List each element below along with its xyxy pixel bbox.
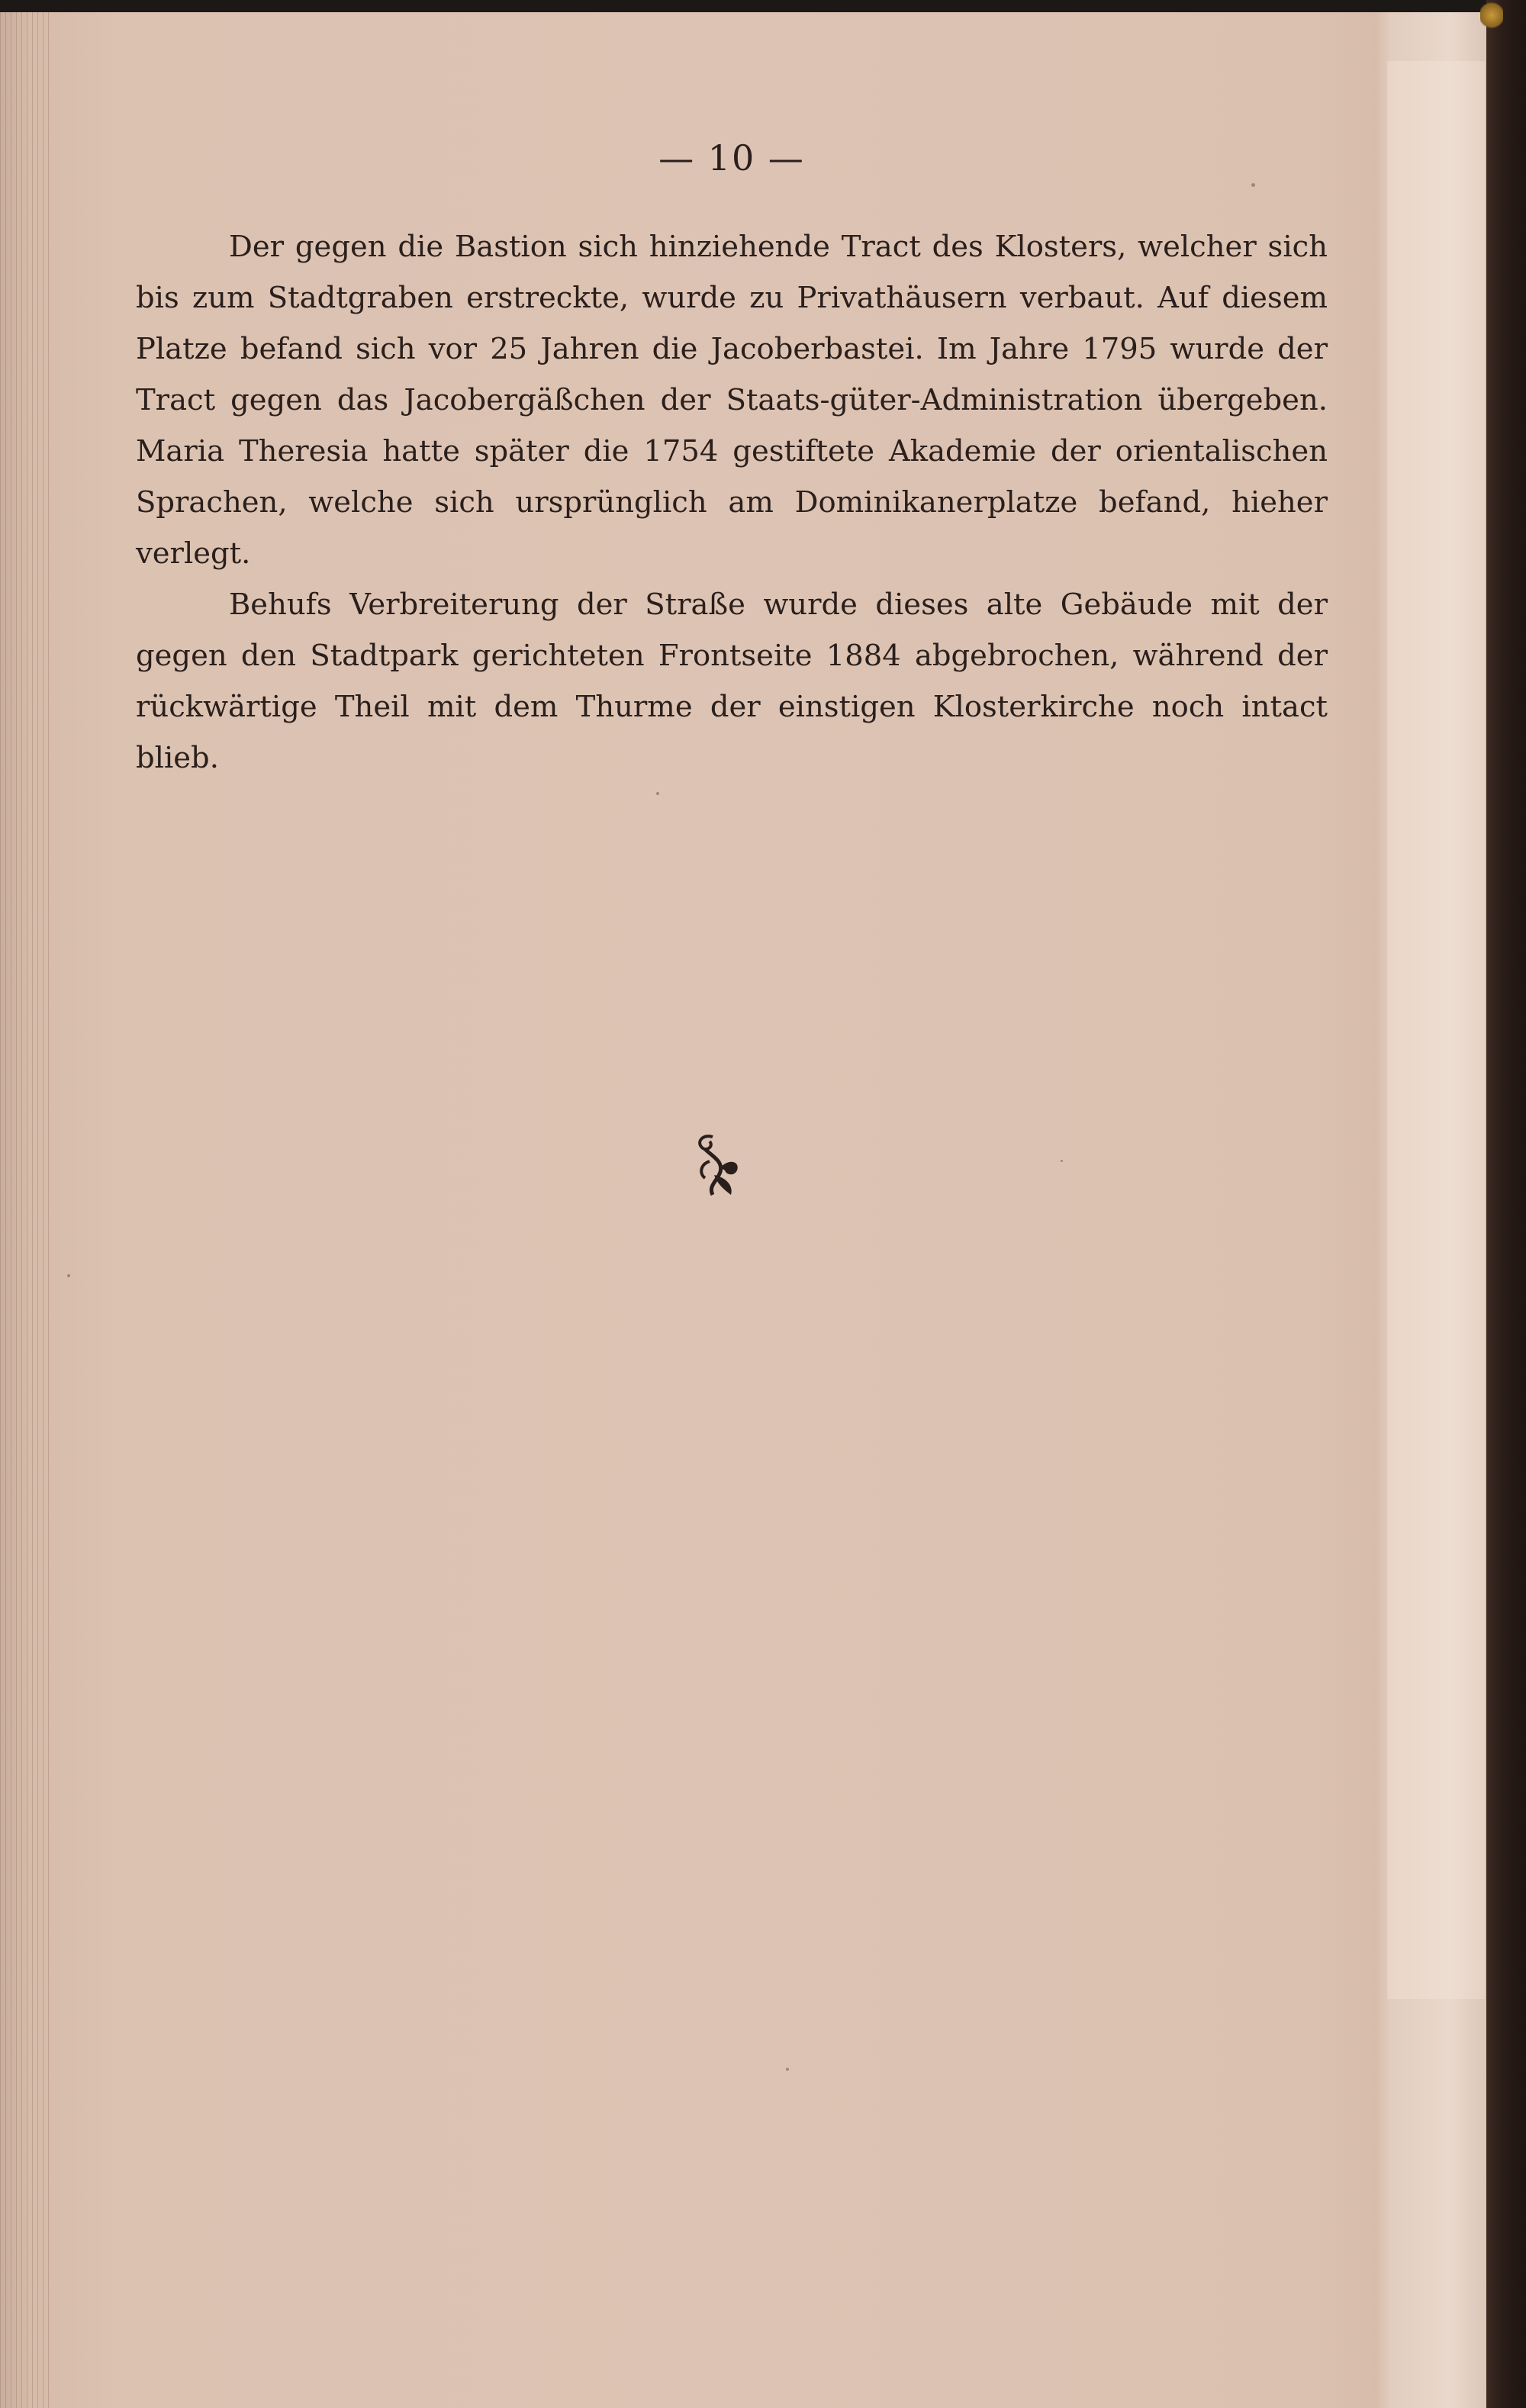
paragraph-1: Der gegen die Bastion sich hinziehende Tract des Klosters, welcher sich bis zum Stadtgraben erstreckte, wurde zu Privathäusern verbaut. Auf diesem Platze befand sich vor 25 Jahren die Jacoberbastei. Im Jahre 1795 wurde der Tract gegen das Jacobergäßchen der Staats-güter-Administration übergeben. Maria Theresia hatte später die 1754 gestiftete Akademie der orientalischen Sprachen, welche sich ursprünglich am Dominikanerplatze befand, hieher verlegt. — [136, 230, 1328, 571]
foxing-speck — [1251, 183, 1255, 187]
page-gutter — [0, 12, 53, 2408]
foxing-speck — [67, 1274, 70, 1277]
foxing-speck — [1061, 1160, 1063, 1162]
paragraph-2: Behufs Verbreiterung der Straße wurde dieses alte Gebäude mit der gegen den Stadtpark gerichteten Frontseite 1884 abgebrochen, während der rückwärtige Theil mit dem Thurme der einstigen Klosterkirche noch intact blieb. — [136, 588, 1328, 775]
foxing-speck — [656, 792, 659, 795]
fleuron-icon — [690, 1131, 748, 1199]
page-text-block — [136, 137, 1328, 784]
foxing-speck — [786, 2068, 789, 2071]
book-cover — [1486, 0, 1526, 2408]
page-fore-edge — [1387, 61, 1485, 1999]
bookmark-thread — [1480, 0, 1503, 31]
page-number: — 10 — — [658, 137, 805, 179]
body-text — [136, 221, 1328, 784]
